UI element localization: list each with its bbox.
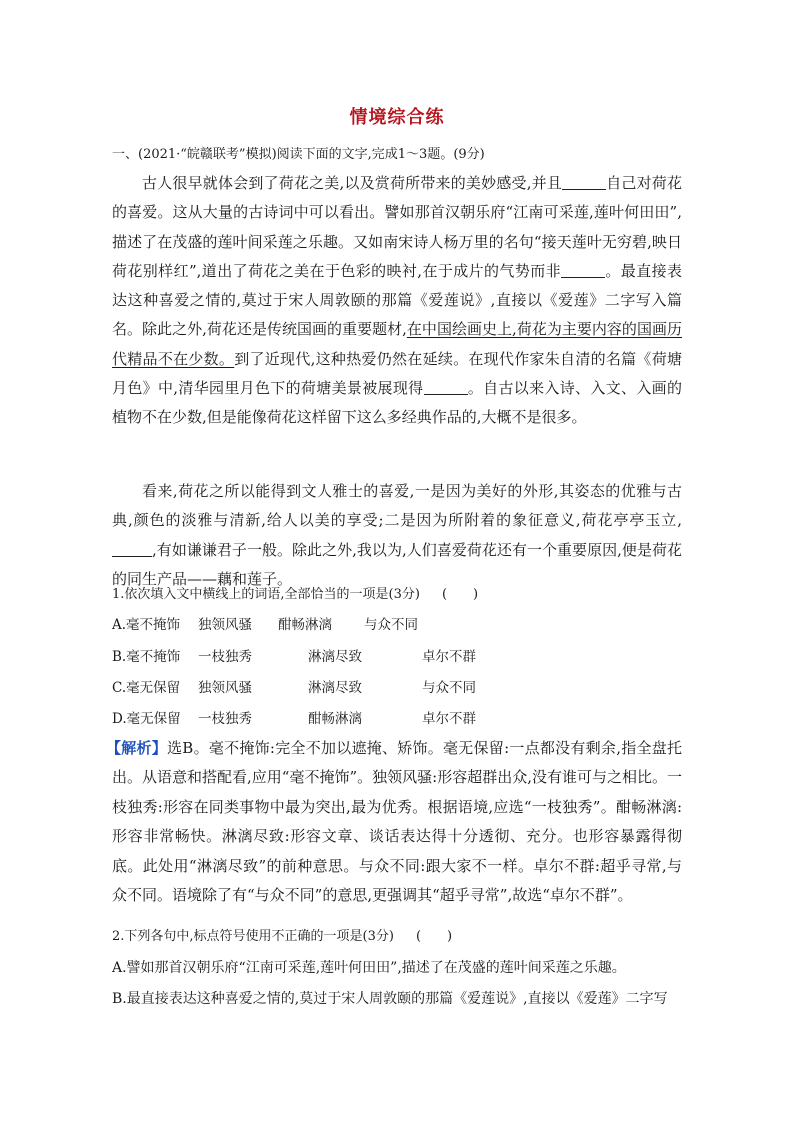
section-heading: 一、(2021·“皖赣联考”模拟)阅读下面的文字,完成1～3题。(9分) [112, 147, 485, 162]
passage-text: ,有如谦谦君子一般。除此之外,我以为,人们喜爱荷花还有一个重要原因,便是荷花的同生产品——藕和莲子。 [112, 540, 682, 588]
page-title: 情境综合练 [349, 107, 445, 128]
document-page: 情境综合练 一、(2021·“皖赣联考”模拟)阅读下面的文字,完成1～3题。(9分) 古人很早就体会到了荷花之美,以及赏荷所带来的美妙感受,并且 自己对荷花的喜爱。这从大量的古诗词中可以看出。譬如那首汉朝乐府“江南可采莲,莲叶何田田”,描述了在茂盛的莲叶间采莲之乐趣。又如南宋诗人杨万里的名句“接天莲叶无穷碧,映日荷花别样红”,道出了荷花之美在于色彩的映衬,在于成片的气势而非 。最直接表达这种喜爱之情的,莫过于宋人周敦颐的那篇《爱莲说》,直接以《爱莲》二字写入篇名。除此之外,荷花还是传统国画的重要题材,在中国绘画史上,荷花为主要内容的国画历代精品不在少数。到了近现代,这种热爱仍然在延续。在现代作家朱自清的名篇《荷塘月色》中,清华园里月色下的荷塘美景被展现得 。自古以来入诗、入文、入画的植物不在少数,但是能像荷花这样留下这么多经典作品的,大概不是很多。 看来,荷花之所以能得到文人雅士的喜爱,一是因为美好的外形,其姿态的优雅与古典,颜色的淡雅与清新,给人以美的享受;二是因为所附着的象征意义,荷花亭亭玉立,,有如谦谦君子一般。除此之外,我以为,人们喜爱荷花还有一个重要原因,便是荷花的同生产品——藕和莲子。 1.依次填入文中横线上的词语,全部恰当的一项是(3分) ( ) A.毫不掩饰 独领风骚 酣畅淋漓 与众不同 B.毫不掩饰 一枝独秀 淋漓尽致 卓尔不群 C.毫无保留 独领风骚 淋漓尽致 与众不同 D.毫无保留 一枝独秀 酣畅淋漓 卓尔不群 【解析】选B。毫不掩饰:完全不加以遮掩、矫饰。毫无保留:一点都没有剩余,指全盘托出。从语意和搭配看,应用“毫不掩饰”。独领风骚:形容超群出众,没有谁可与之相比。一枝独秀:形容在同类事物中最为突出,最为优秀。根据语境,应选“一枝独秀”。酣畅淋漓:形容非常畅快。淋漓尽致:形容文章、谈话表达得十分透彻、充分。也形容暴露得彻底。此处用“淋漓尽致”的前种意思。与众不同:跟大家不一样。卓尔不群:超乎寻常,与众不同。语境除了有“与众不同”的意思,更强调其“超乎寻常”,故选“卓尔不群”。 2.下列各句中,标点符号使用不正确的一项是(3分) ( ) A.譬如那首汉朝乐府“江南可采莲,莲叶何田田”,描述了在茂盛的莲叶间采莲之乐趣。 B.最直接表达这种喜爱之情的,莫过于宋人周敦颐的那篇《爱莲说》,直接以《爱莲》二字写 [0, 0, 794, 1123]
passage-text: 到了近现代,这种热爱仍然在延续。在现代作家朱自清的名篇《荷塘月色》中,清华园里月色下的荷塘美景被展现得 [112, 349, 682, 398]
answer-paren: ( ) [415, 929, 453, 944]
answer-paren: ( ) [441, 587, 479, 602]
analysis-text: 选B。毫不掩饰:完全不加以遮掩、矫饰。毫无保留:一点都没有剩余,指全盘托出。从语意和搭配看,应用“毫不掩饰”。独领风骚:形容超群出众,没有谁可与之相比。一枝独秀:形容在同类事物中最为突出,最为优秀。根据语境,应选“一枝独秀”。酣畅淋漓:形容非常畅快。淋漓尽致:形容文章、谈话表达得十分透彻、充分。也形容暴露得彻底。此处用“淋漓尽致”的前种意思。与众不同:跟大家不一样。卓尔不群:超乎寻常,与众不同。语境除了有“与众不同”的意思,更强调其“超乎寻常”,故选“卓尔不群”。 [112, 739, 682, 905]
passage-text: 自己对荷花的喜爱。这从大量的古诗词中可以看出。譬如那首汉朝乐府“江南可采莲,莲叶何田田”,描述了在茂盛的莲叶间采莲之乐趣。又如南宋诗人杨万里的名句“接天莲叶无穷碧,映日荷花别样红”,道出了荷花之美在于色彩的映衬,在于成片的气势而非 [112, 174, 682, 280]
passage-text: 古人很早就体会到了荷花之美,以及赏荷所带来的美妙感受,并且 [142, 174, 563, 192]
passage-text: 。自古以来入诗、入文、入画的植物不在少数,但是能像荷花这样留下这么多经典作品的,大概不是很多。 [112, 379, 682, 427]
q2-option-b: B.最直接表达这种喜爱之情的,莫过于宋人周敦颐的那篇《爱莲说》,直接以《爱莲》二字写 [112, 991, 668, 1007]
analysis-block [106, 734, 682, 910]
passage-text: 。最直接表达这种喜爱之情的,莫过于宋人周敦颐的那篇《爱莲说》,直接以《爱莲》二字写入篇名。除此之外,荷花还是传统国画的重要题材, [112, 261, 682, 339]
fill-blank-3 [424, 379, 468, 395]
analysis-tag: 【解析】 [106, 739, 168, 757]
fill-blank-1 [562, 174, 606, 190]
question-2-stem: 2.下列各句中,标点符号使用不正确的一项是(3分) ( ) [112, 929, 453, 944]
passage-paragraph-2 [112, 477, 682, 594]
underlined-sentence: 在中国绘画史上,荷花为主要内容的国画历代精品不在少数。 [112, 320, 682, 368]
question-1-stem: 1.依次填入文中横线上的词语,全部恰当的一项是(3分) ( ) [112, 587, 479, 602]
passage-text: 看来,荷花之所以能得到文人雅士的喜爱,一是因为美好的外形,其姿态的优雅与古典,颜色的淡雅与清新,给人以美的享受;二是因为所附着的象征意义,荷花亭亭玉立, [112, 482, 682, 530]
passage-paragraph-1 [112, 169, 682, 433]
fill-blank-4 [112, 541, 152, 557]
q2-option-a: A.譬如那首汉朝乐府“江南可采莲,莲叶何田田”,描述了在茂盛的莲叶间采莲之乐趣。 [112, 960, 626, 976]
fill-blank-2 [561, 262, 605, 278]
